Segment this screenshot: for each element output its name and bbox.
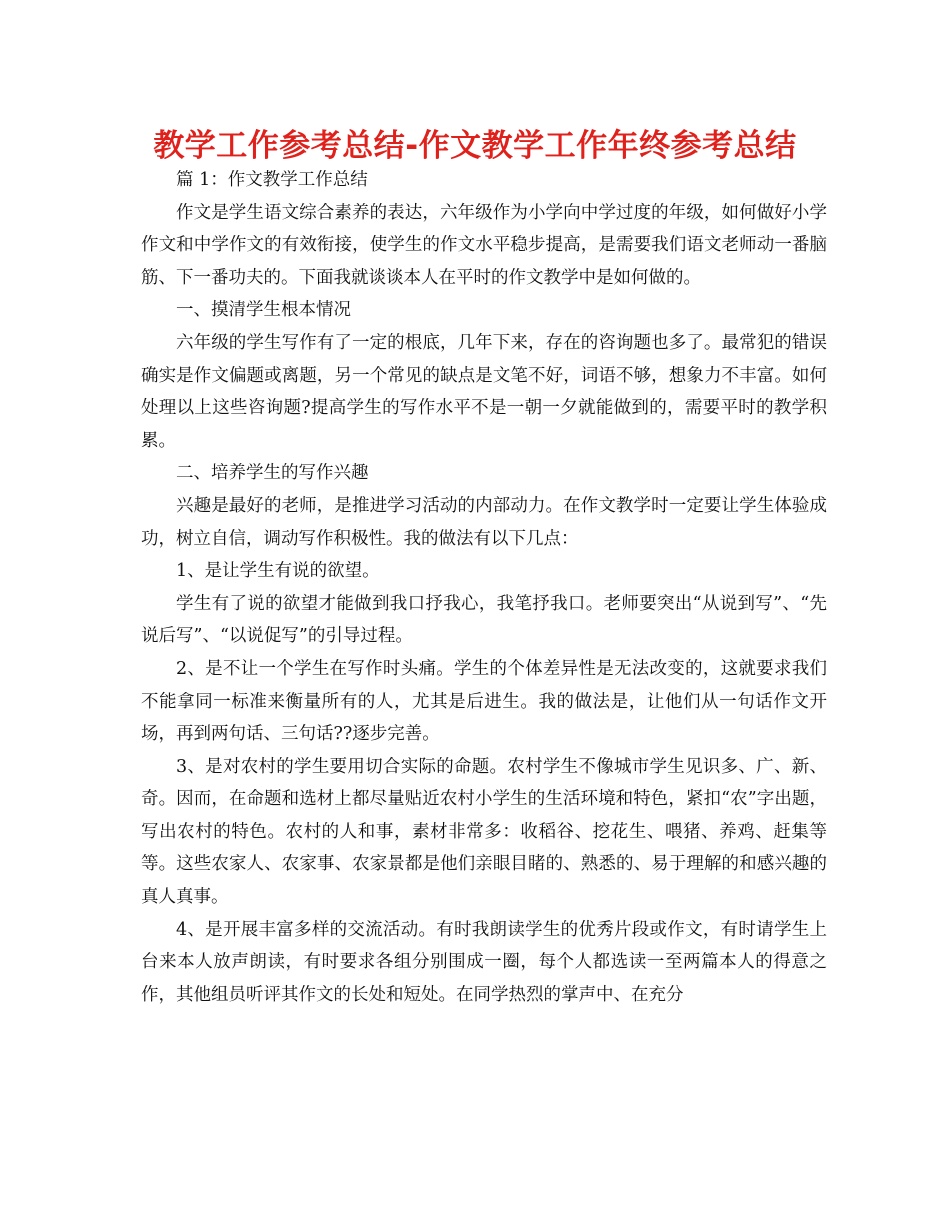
paragraph-intro: 作文是学生语文综合素养的表达，六年级作为小学向中学过度的年级，如何做好小学作文和中学作文的有效衔接，使学生的作文水平稳步提高，是需要我们语文老师动一番脑筋、下一番功夫的。下面我就谈谈本人在平时的作文教学中是如何做的。	[141, 202, 827, 288]
paragraph-student-situation: 六年级的学生写作有了一定的根底，几年下来，存在的咨询题也多了。最常犯的错误确实是作文偏题或离题，另一个常见的缺点是文笔不好，词语不够，想象力不丰富。如何处理以上这些咨询题?提高学生的写作水平不是一朝一夕就能做到的，需要平时的教学积累。	[141, 332, 827, 451]
section-heading-2: 二、培养学生的写作兴趣	[176, 463, 369, 484]
list-item-2: 2、是不让一个学生在写作时头痛。学生的个体差异性是无法改变的，这就要求我们不能拿同一标准来衡量所有的人，尤其是后进生。我的做法是，让他们从一句话作文开场，再到两句话、三句话??逐步完善。	[141, 658, 827, 745]
section-heading-1: 一、摸清学生根本情况	[176, 300, 351, 321]
list-item-3: 3、是对农村的学生要用切合实际的命题。农村学生不像城市学生见识多、广、新、奇。因而，在命题和选材上都尽量贴近农村小学生的生活环境和特色，紧扣“农”字出题，写出农村的特色。农村的人和事，素材非常多：收稻谷、挖花生、喂猪、养鸡、赶集等等。这些农家人、农家事、农家景都是他们亲眼目睹的、熟悉的、易于理解的和感兴趣的真人真事。	[141, 756, 827, 908]
document-body	[141, 164, 827, 1011]
list-item-1: 1、是让学生有说的欲望。	[176, 561, 380, 582]
document-title: 教学工作参考总结-作文教学工作年终参考总结	[153, 128, 797, 164]
paragraph-speaking: 学生有了说的欲望才能做到我口抒我心，我笔抒我口。老师要突出“从说到写”、“先说后写”、“以说促写”的引导过程。	[141, 593, 827, 647]
document-subtitle: 篇 1：作文教学工作总结	[176, 170, 368, 190]
paragraph-interest: 兴趣是最好的老师，是推进学习活动的内部动力。在作文教学时一定要让学生体验成功，树立自信，调动写作积极性。我的做法有以下几点：	[141, 495, 827, 549]
list-item-4: 4、是开展丰富多样的交流活动。有时我朗读学生的优秀片段或作文，有时请学生上台来本人放声朗读，有时要求各组分别围成一圈，每个人都选读一至两篇本人的得意之作，其他组员听评其作文的长处和短处。在同学热烈的掌声中、在充分	[141, 919, 827, 1005]
